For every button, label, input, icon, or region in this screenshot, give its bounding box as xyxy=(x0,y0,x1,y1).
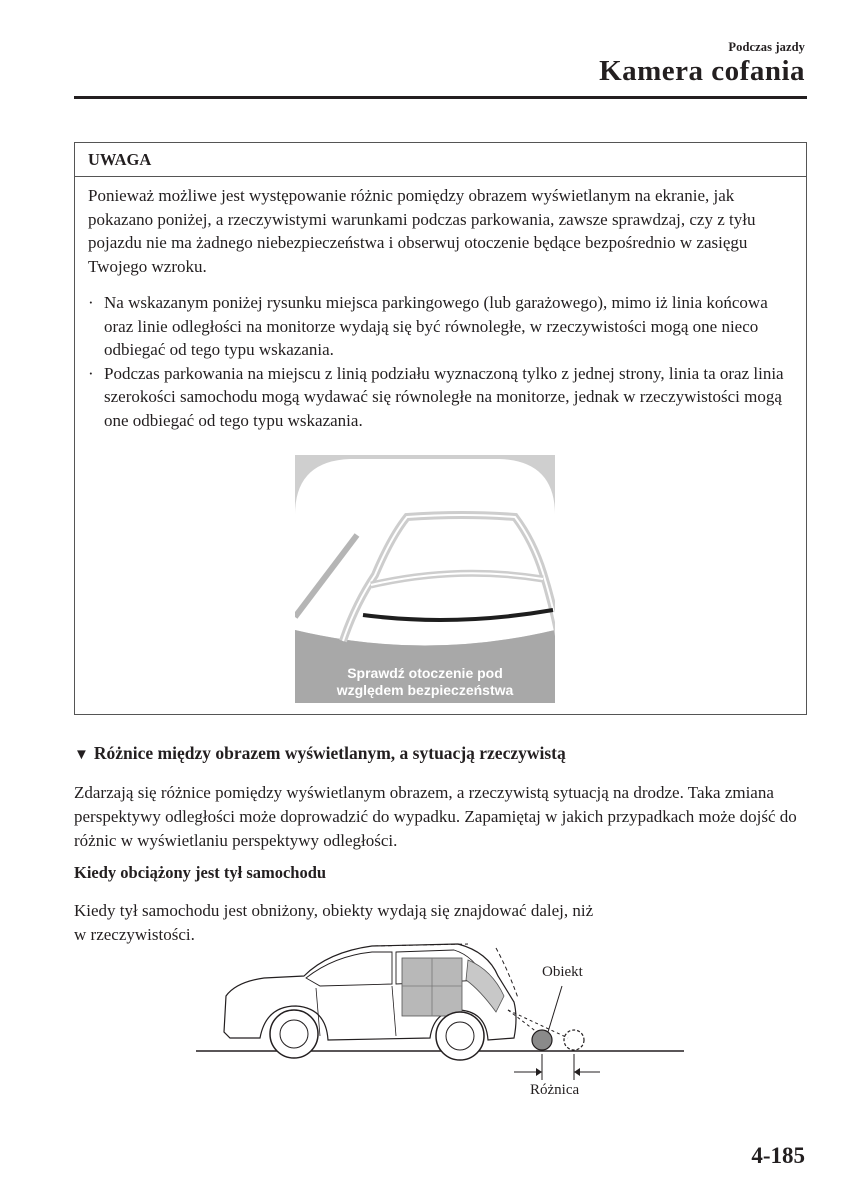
list-item xyxy=(88,362,800,433)
caution-paragraph: Ponieważ możliwe jest występowanie różnic pomiędzy obrazem wyświetlanym na ekranie, jak pokazano poniżej, a rzeczywistymi warunkami podczas parkowania, zawsze sprawdzaj, czy z tyłu pojazdu nie ma żadnego niebezpieczeństwa i obserwuj otoczenie będące bezpośrednio w zasięgu Twojego wzroku. xyxy=(88,186,756,276)
rear-loaded-heading: Kiedy obciążony jest tył samochodu xyxy=(74,863,327,882)
list-item xyxy=(88,291,800,362)
page-number: 4-185 xyxy=(751,1143,805,1168)
header-rule xyxy=(74,96,807,99)
car-rear-load-diagram xyxy=(196,940,688,1105)
list-item-text: Na wskazanym poniżej rysunku miejsca parkingowego (lub garażowego), mimo iż linia końcowa oraz linie odległości na monitorze wydają się być równoległe, w rzeczywistości mogą one nieco odbiegać od tego typu wskazania. xyxy=(104,293,768,359)
bullet-icon: · xyxy=(88,363,94,383)
camera-caption-line: względem bezpieczeństwa xyxy=(336,682,514,698)
section-heading-text: Różnice między obrazem wyświetlanym, a sytuacją rzeczywistą xyxy=(93,743,566,763)
camera-screen-illustration xyxy=(295,455,555,703)
caution-heading: UWAGA xyxy=(75,143,806,177)
caution-list xyxy=(88,291,800,432)
bullet-icon: · xyxy=(88,293,94,312)
section-heading xyxy=(74,743,566,764)
rear-loaded-text-line: Kiedy tył samochodu jest obniżony, obiekty wydają się znajdować dalej, niż xyxy=(74,901,594,920)
page-title: Kamera cofania xyxy=(599,55,805,87)
list-item-text: Podczas parkowania na miejscu z linią podziału wyznaczoną tylko z jednej strony, linia ta oraz linia szerokości samochodu mogą wydawać się równoległe na monitorze, jednak w rzeczywistości mogą one odbiegać od tego typu wskazania. xyxy=(104,363,784,430)
difference-label: Różnica xyxy=(530,1082,580,1098)
caution-box xyxy=(74,142,807,715)
camera-caption-line: Sprawdź otoczenie pod xyxy=(347,665,503,681)
object-label: Obiekt xyxy=(542,964,583,980)
rear-loaded-text-line: w rzeczywistości. xyxy=(74,925,195,944)
triangle-down-icon: ▼ xyxy=(74,747,89,763)
section-label: Podczas jazdy xyxy=(728,40,805,54)
section-paragraph: Zdarzają się różnice pomiędzy wyświetlanym obrazem, a rzeczywistą sytuacją na drodze. Taka zmiana perspektywy odległości może doprowadzić do wypadku. Zapamiętaj w jakich przypadkach może dojść do różnic w wyświetlaniu perspektywy odległości. xyxy=(74,783,797,850)
